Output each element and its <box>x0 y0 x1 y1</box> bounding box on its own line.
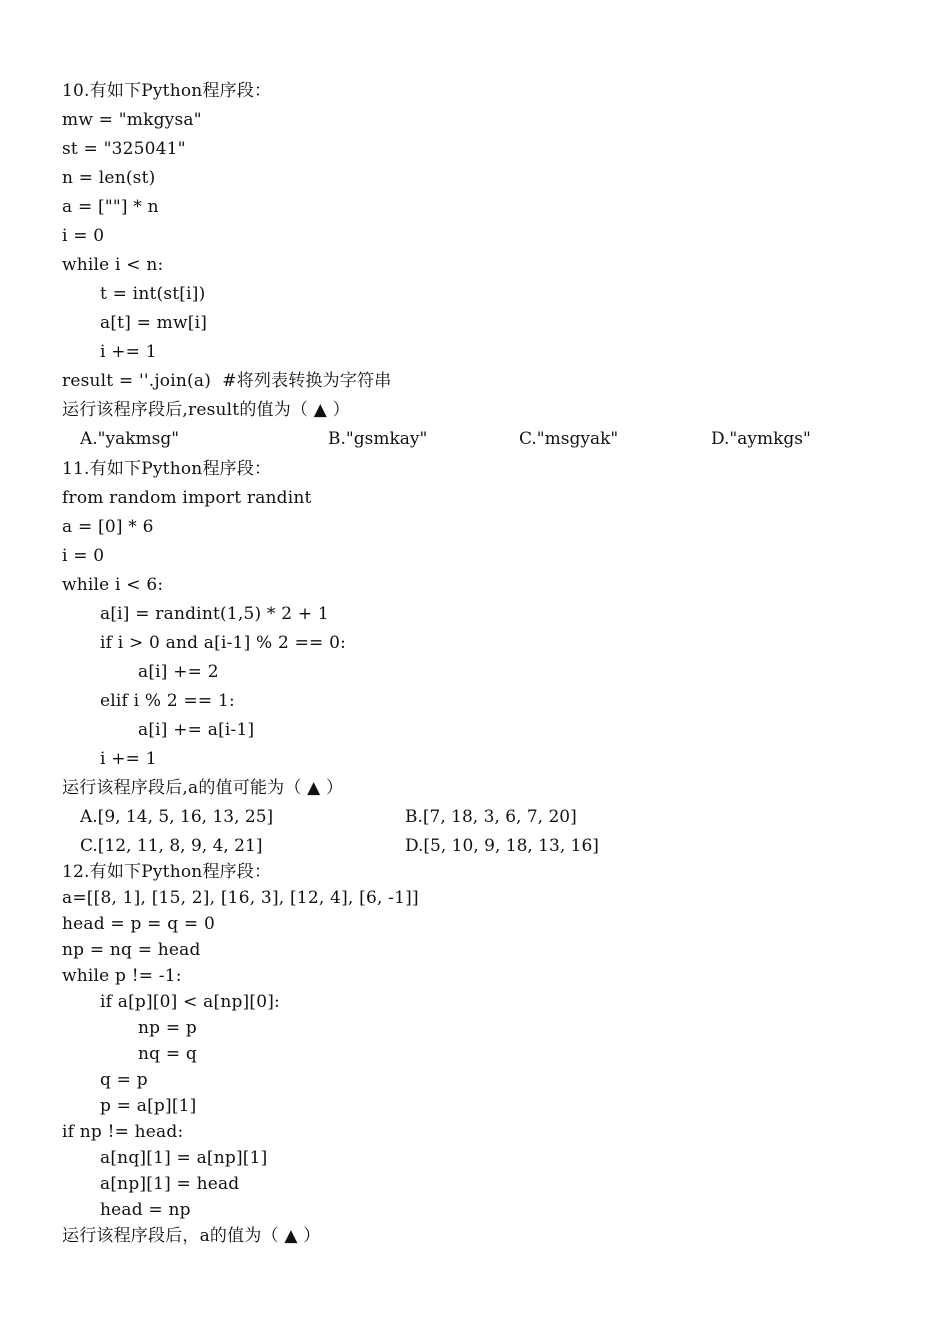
q10-code-line: a = [""] * n <box>62 197 159 217</box>
q11-option-b: B.[7, 18, 3, 6, 7, 20] <box>405 807 577 827</box>
q10-title: 10.有如下Python程序段： <box>62 81 272 101</box>
q11-code-line: a[i] += a[i-1] <box>138 720 255 740</box>
q11-option-c: C.[12, 11, 8, 9, 4, 21] <box>80 836 263 856</box>
q10-code-line: result = ''.join(a) #将列表转换为字符串 <box>62 371 392 391</box>
q12-code-line: q = p <box>100 1070 148 1090</box>
q11-code-line: elif i % 2 == 1: <box>100 691 235 711</box>
q11-code-line: while i < 6: <box>62 575 164 595</box>
q11-code-line: a = [0] * 6 <box>62 517 154 537</box>
q12-code-line: np = nq = head <box>62 940 201 960</box>
q10-code-line: i = 0 <box>62 226 105 246</box>
q11-code-line: if i > 0 and a[i-1] % 2 == 0: <box>100 633 347 653</box>
q12-code-line: head = p = q = 0 <box>62 914 215 934</box>
q11-option-a: A.[9, 14, 5, 16, 13, 25] <box>80 807 274 827</box>
q11-option-d: D.[5, 10, 9, 18, 13, 16] <box>405 836 599 856</box>
q10-option-a: A."yakmsg" <box>80 429 180 449</box>
q10-option-b: B."gsmkay" <box>328 429 428 449</box>
q12-code-line: while p != -1: <box>62 966 182 986</box>
q10-code-line: st = "325041" <box>62 139 186 159</box>
q12-code-line: a[nq][1] = a[np][1] <box>100 1148 268 1168</box>
q12-code-line: if np != head: <box>62 1122 184 1142</box>
q11-code-line: i = 0 <box>62 546 105 566</box>
q11-title: 11.有如下Python程序段： <box>62 459 272 479</box>
q12-code-line: p = a[p][1] <box>100 1096 197 1116</box>
q10-code-line: mw = "mkgysa" <box>62 110 202 130</box>
q11-code-line: a[i] += 2 <box>138 662 219 682</box>
q10-code-line: i += 1 <box>100 342 157 362</box>
q12-code-line: a=[[8, 1], [15, 2], [16, 3], [12, 4], [6, -1]] <box>62 888 419 908</box>
q10-code-line: a[t] = mw[i] <box>100 313 208 333</box>
q12-question: 运行该程序段后，a的值为（ ▲ ） <box>62 1226 321 1246</box>
q12-code-line: nq = q <box>138 1044 197 1064</box>
q10-code-line: while i < n: <box>62 255 164 275</box>
q12-code-line: head = np <box>100 1200 191 1220</box>
q10-option-d: D."aymkgs" <box>711 429 811 449</box>
q10-code-line: n = len(st) <box>62 168 156 188</box>
q11-code-line: i += 1 <box>100 749 157 769</box>
q12-code-line: a[np][1] = head <box>100 1174 240 1194</box>
q10-code-line: t = int(st[i]) <box>100 284 206 304</box>
q10-option-c: C."msgyak" <box>519 429 619 449</box>
q12-code-line: np = p <box>138 1018 197 1038</box>
q11-code-line: a[i] = randint(1,5) * 2 + 1 <box>100 604 329 624</box>
q11-code-line: from random import randint <box>62 488 312 508</box>
q10-question: 运行该程序段后,result的值为（ ▲ ） <box>62 400 350 420</box>
q11-question: 运行该程序段后,a的值可能为（ ▲ ） <box>62 778 344 798</box>
q12-title: 12.有如下Python程序段： <box>62 862 272 882</box>
q12-code-line: if a[p][0] < a[np][0]: <box>100 992 280 1012</box>
